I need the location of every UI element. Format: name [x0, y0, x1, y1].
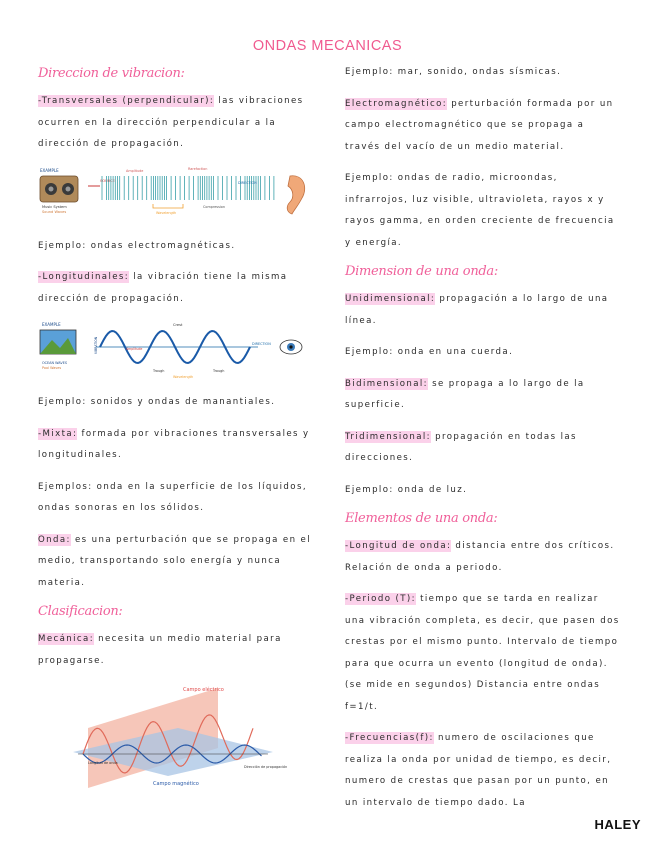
transversales-text: las vibraciones ocurren en la dirección perpendicular a la dirección de propagación. — [38, 96, 304, 149]
mecanica-paragraph — [38, 629, 314, 672]
section-heading-classification: Clasificacion: — [38, 604, 123, 619]
unidimensional-paragraph — [345, 289, 621, 332]
mixta-example: Ejemplos: onda en la superficie de los líquidos, ondas sonoras en los sólidos. — [38, 481, 307, 513]
frecuencia-term: -Frecuencias(f): — [345, 733, 434, 743]
transversales-example: Ejemplo: ondas electromagnéticas. — [38, 240, 236, 251]
longitudinales-example: Ejemplo: sonidos y ondas de manantiales. — [38, 397, 276, 407]
mecanica-example: Ejemplo: mar, sonido, ondas sísmicas. — [345, 67, 562, 77]
mixta-term: -Mixta: — [38, 428, 78, 439]
unidimensional-example: Ejemplo: onda en una cuerda. — [345, 347, 514, 357]
mecanica-term: Mecánica: — [38, 634, 95, 644]
tridimensional-example: Ejemplo: onda de luz. — [345, 484, 468, 495]
fig1-direction-label: DIRECTION — [238, 180, 257, 185]
right-column — [345, 62, 621, 814]
bidimensional-term: Bidimensional: — [345, 378, 428, 389]
frecuencia-paragraph — [345, 728, 621, 814]
electromagnetic-wave-figure — [68, 682, 314, 794]
onda-paragraph — [38, 530, 314, 595]
fig2-wavelength-label: Wavelength — [173, 375, 194, 379]
longitudinal-wave-figure — [38, 320, 314, 382]
longitudinales-term: -Longitudinales: — [38, 272, 130, 282]
fig2-vibration-label: VIBRATION — [94, 336, 98, 354]
periodo-paragraph — [345, 589, 621, 718]
mecanica-text: necesita un medio material para propagarse. — [38, 634, 282, 666]
unidimensional-term: Unidimensional: — [345, 294, 436, 304]
fig2-trough2-label: Trough — [213, 369, 225, 373]
section-heading-dimension: Dimension de una onda: — [345, 264, 498, 279]
periodo-text: tiempo que se tarda en realizar una vibración completa, es decir, que pasen dos crestas por el mismo punto. Intervalo de tiempo para que ocurra un evento (longitud de onda). (se mide en segundos) Distancia entre ondas f=1/t. — [345, 594, 620, 712]
tridimensional-text: propagación en todas las direcciones. — [345, 431, 577, 463]
tridimensional-paragraph — [345, 427, 621, 470]
section-heading-direction: Direccion de vibracion: — [38, 66, 185, 81]
left-column — [38, 62, 314, 804]
transversales-paragraph — [38, 91, 314, 156]
fig2-example-label: EXAMPLE — [42, 322, 61, 327]
onda-text: es una perturbación que se propaga en el medio, transportando solo energía y nunca materia. — [38, 534, 312, 588]
fig1-music-label: Music System — [42, 204, 67, 209]
mixta-text: formada por vibraciones transversales y longitudinales. — [38, 428, 310, 460]
bidimensional-text: se propaga a lo largo de la superficie. — [345, 378, 585, 410]
longitud-term: -Longitud de onda: — [345, 541, 452, 551]
fig2-trough1-label: Trough — [153, 369, 165, 373]
fig3-direction-label: Dirección de propagación — [244, 765, 288, 769]
fig1-rarefaction-label: Rarefaction — [188, 166, 208, 171]
tridimensional-term: Tridimensional: — [345, 431, 431, 442]
electromagnetico-paragraph — [345, 94, 621, 159]
onda-term: Onda: — [38, 534, 71, 545]
fig2-crest-label: Crest — [173, 323, 183, 327]
mixta-paragraph — [38, 424, 314, 467]
unidimensional-text: propagación a lo largo de una línea. — [345, 294, 609, 326]
fig1-source-label: SOURCE — [100, 178, 115, 183]
fig2-direction-label: DIRECTION — [252, 342, 271, 346]
fig3-electric-label: Campo eléctrico — [183, 687, 224, 693]
electromagnetico-example: Ejemplo: ondas de radio, microondas, infrarrojos, luz visible, ultravioleta, rayos x y rayos gamma, en orden creciente de frecuencia y energía. — [345, 173, 615, 248]
fig3-wavelength-label: Longitud de onda — [88, 761, 118, 765]
fig1-compression-label: Compression — [203, 204, 226, 209]
fig2-amplitude-label: Amplitude — [126, 347, 143, 351]
brand-logo: HALEY — [594, 817, 641, 832]
fig3-magnetic-label: Campo magnético — [153, 781, 199, 787]
fig2-caption2: Pool Waves — [42, 366, 62, 370]
electromagnetico-text: perturbación formada por un campo electromagnético que se propaga a través del vacío de un medio material. — [345, 98, 614, 152]
periodo-term: -Periodo (T): — [345, 594, 416, 604]
fig2-caption1: OCEAN WAVES — [42, 361, 67, 365]
longitudinales-text: la vibración tiene la misma dirección de propagación. — [38, 272, 288, 304]
bidimensional-paragraph — [345, 374, 621, 417]
frecuencia-text: numero de oscilaciones que realiza la onda por unidad de tiempo, es decir, numero de crestas que pasan por un punto, en un intervalo de tiempo dado. La — [345, 733, 612, 808]
transversales-term: -Transversales (perpendicular): — [38, 96, 215, 106]
longitud-paragraph — [345, 536, 621, 579]
electromagnetico-term: Electromagnético: — [345, 98, 448, 109]
transverse-wave-figure — [38, 166, 314, 226]
section-heading-elements: Elementos de una onda: — [345, 511, 498, 526]
longitud-text: distancia entre dos críticos. Relación de onda a periodo. — [345, 541, 615, 573]
fig1-sound-label: Sound Waves — [42, 209, 67, 214]
fig1-amplitude-label: Amplitude — [126, 168, 144, 173]
fig1-example-label: EXAMPLE — [40, 167, 59, 173]
page-title: ONDAS MECANICAS — [252, 38, 403, 54]
longitudinales-paragraph — [38, 267, 314, 310]
fig1-wavelength-label: Wavelength — [156, 210, 177, 215]
